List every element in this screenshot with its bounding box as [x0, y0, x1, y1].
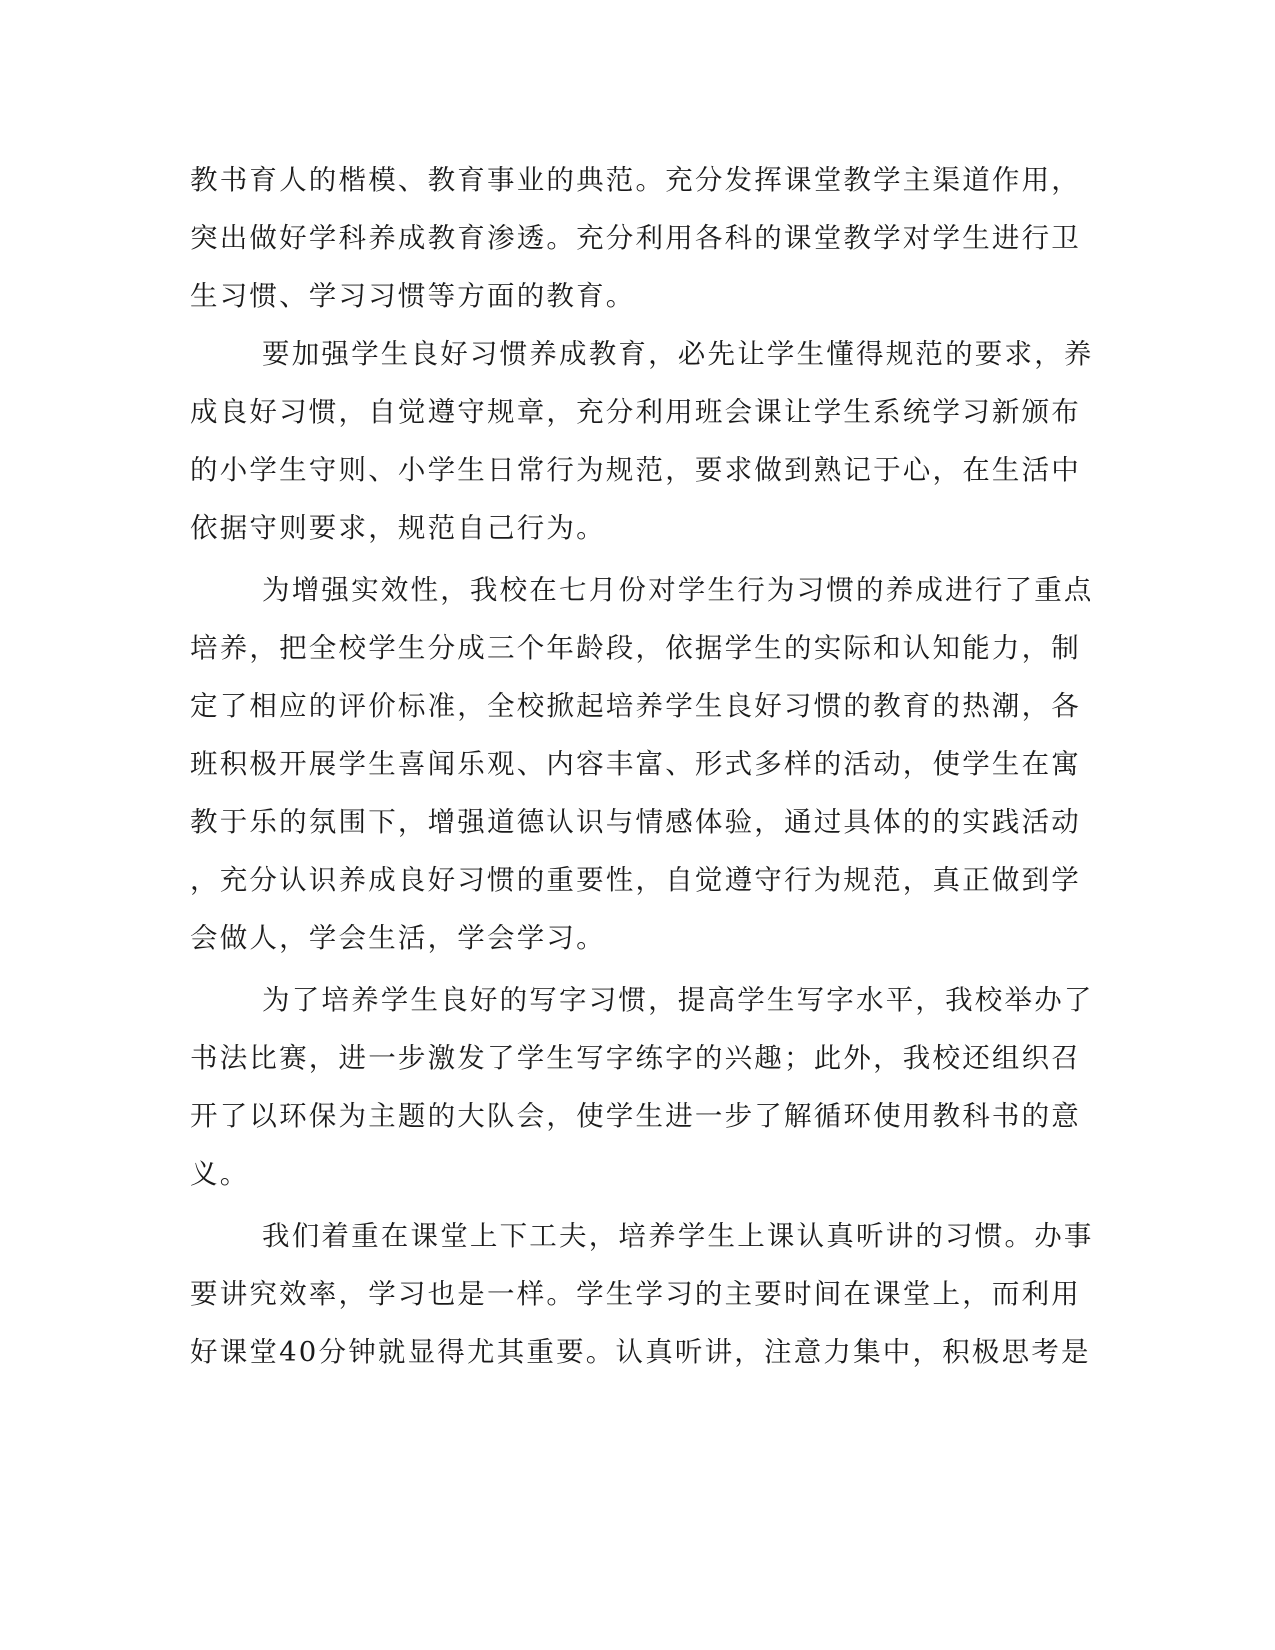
text-line: 教于乐的氛围下，增强道德认识与情感体验，通过具体的的实践活动: [190, 806, 1081, 838]
text-line: 要讲究效率，学习也是一样。学生学习的主要时间在课堂上，而利用: [190, 1278, 1081, 1310]
text-line: 成良好习惯，自觉遵守规章，充分利用班会课让学生系统学习新颁布: [190, 396, 1081, 428]
text-line: 好课堂40分钟就显得尤其重要。认真听讲，注意力集中，积极思考是: [190, 1336, 1091, 1368]
text-line: 会做人，学会生活，学会学习。: [190, 922, 606, 954]
text-line: 教书育人的楷模、教育事业的典范。充分发挥课堂教学主渠道作用，: [190, 164, 1081, 196]
text-line: ，充分认识养成良好习惯的重要性，自觉遵守行为规范，真正做到学: [190, 864, 1081, 896]
text-line: 要加强学生良好习惯养成教育，必先让学生懂得规范的要求，养: [262, 338, 1094, 370]
text-line: 生习惯、学习习惯等方面的教育。: [190, 280, 636, 312]
text-line: 开了以环保为主题的大队会，使学生进一步了解循环使用教科书的意: [190, 1100, 1081, 1132]
text-line: 班积极开展学生喜闻乐观、内容丰富、形式多样的活动，使学生在寓: [190, 748, 1081, 780]
text-line: 义。: [190, 1158, 250, 1190]
text-line: 定了相应的评价标准，全校掀起培养学生良好习惯的教育的热潮，各: [190, 690, 1081, 722]
text-line: 培养，把全校学生分成三个年龄段，依据学生的实际和认知能力，制: [190, 632, 1081, 664]
text-line: 突出做好学科养成教育渗透。充分利用各科的课堂教学对学生进行卫: [190, 222, 1081, 254]
text-line: 为了培养学生良好的写字习惯，提高学生写字水平，我校举办了: [262, 984, 1094, 1016]
text-line: 我们着重在课堂上下工夫，培养学生上课认真听讲的习惯。办事: [262, 1220, 1094, 1252]
text-line: 书法比赛，进一步激发了学生写字练字的兴趣；此外，我校还组织召: [190, 1042, 1081, 1074]
text-line: 为增强实效性，我校在七月份对学生行为习惯的养成进行了重点: [262, 574, 1094, 606]
text-line: 的小学生守则、小学生日常行为规范，要求做到熟记于心，在生活中: [190, 454, 1081, 486]
text-line: 依据守则要求，规范自己行为。: [190, 512, 606, 544]
